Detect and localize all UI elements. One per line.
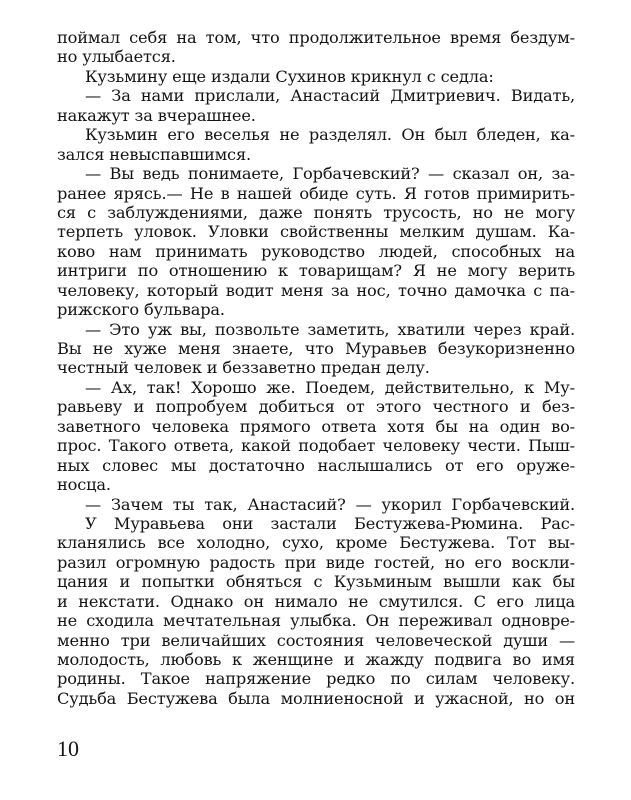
text-line: — За нами прислали, Анастасий Дмитриевич. Видать, [85, 86, 575, 106]
text-line: прос. Такого ответа, какой подобает человеку чести. Пыш- [57, 436, 575, 456]
text-line: — Это уж вы, позвольте заметить, хватили через край. [85, 319, 575, 339]
text-line: ных словес мы достаточно наслышались от его оруже- [57, 455, 575, 475]
text-line: Судьба Бестужева была молниеносной и ужасной, но он [57, 688, 575, 708]
text-line: не сходила мечтательная улыбка. Он переживал одновре- [57, 611, 575, 631]
text-line: заветного человека прямого ответа хотя бы на один во- [57, 416, 575, 436]
text-line: — Вы ведь понимаете, Горбачевский? — сказал он, за- [85, 164, 575, 184]
page-number: 10 [57, 736, 79, 761]
text-line: носца. [57, 475, 111, 495]
body-text [57, 28, 575, 708]
text-line: кланялись все холодно, сухо, кроме Бестужева. Тот вы- [57, 533, 575, 553]
text-line: Кузьмину еще издали Сухинов крикнул с седла: [85, 66, 494, 86]
text-line: родины. Такое напряжение редко по силам человеку. [57, 669, 575, 689]
text-line: У Муравьева они застали Бестужева-Рюмина. Рас- [85, 513, 575, 533]
text-line: ково нам принимать руководство людей, способных на [57, 241, 575, 261]
text-line: ся с заблуждениями, даже понять трусость, но не могу [57, 202, 575, 222]
text-line: Кузьмин его веселья не разделял. Он был бледен, ка- [85, 125, 575, 145]
text-line: интриги по отношению к товарищам? Я не могу верить [57, 261, 575, 281]
text-line: человеку, который водит меня за нос, точно дамочка с па- [57, 280, 575, 300]
text-line: разил огромную радость при виде гостей, но его воскли- [57, 552, 575, 572]
text-line: — Зачем ты так, Анастасий? — укорил Горбачевский. [85, 494, 575, 514]
text-line: цания и попытки обняться с Кузьминым вышли как бы [57, 572, 575, 592]
text-line: Вы не хуже меня знаете, что Муравьев безукоризненно [57, 339, 575, 358]
text-line: равьеву и попробуем добиться от этого честного и без- [57, 397, 575, 417]
text-line: менно три величайших состояния человеческой души — [57, 630, 575, 650]
text-line: — Ах, так! Хорошо же. Поедем, действительно, к Му- [85, 377, 575, 397]
text-line: но улыбается. [57, 47, 176, 67]
text-line: честный человек и беззаветно предан делу. [57, 358, 430, 378]
text-line: и некстати. Однако он нимало не смутился. С его лица [57, 591, 575, 611]
text-line: молодость, любовь к женщине и жажду подвига во имя [57, 650, 575, 669]
text-line: накажут за вчерашнее. [57, 105, 256, 125]
text-line: поймал себя на том, что продолжительное время бездум- [57, 28, 575, 47]
text-line: зался невыспавшимся. [57, 144, 252, 164]
text-line: терпеть уловок. Уловки свойственны мелким душам. Ка- [57, 222, 575, 242]
text-line: рижского бульвара. [57, 300, 225, 320]
text-line: ранее ярясь.— Не в нашей обиде суть. Я готов примирить- [57, 183, 575, 203]
